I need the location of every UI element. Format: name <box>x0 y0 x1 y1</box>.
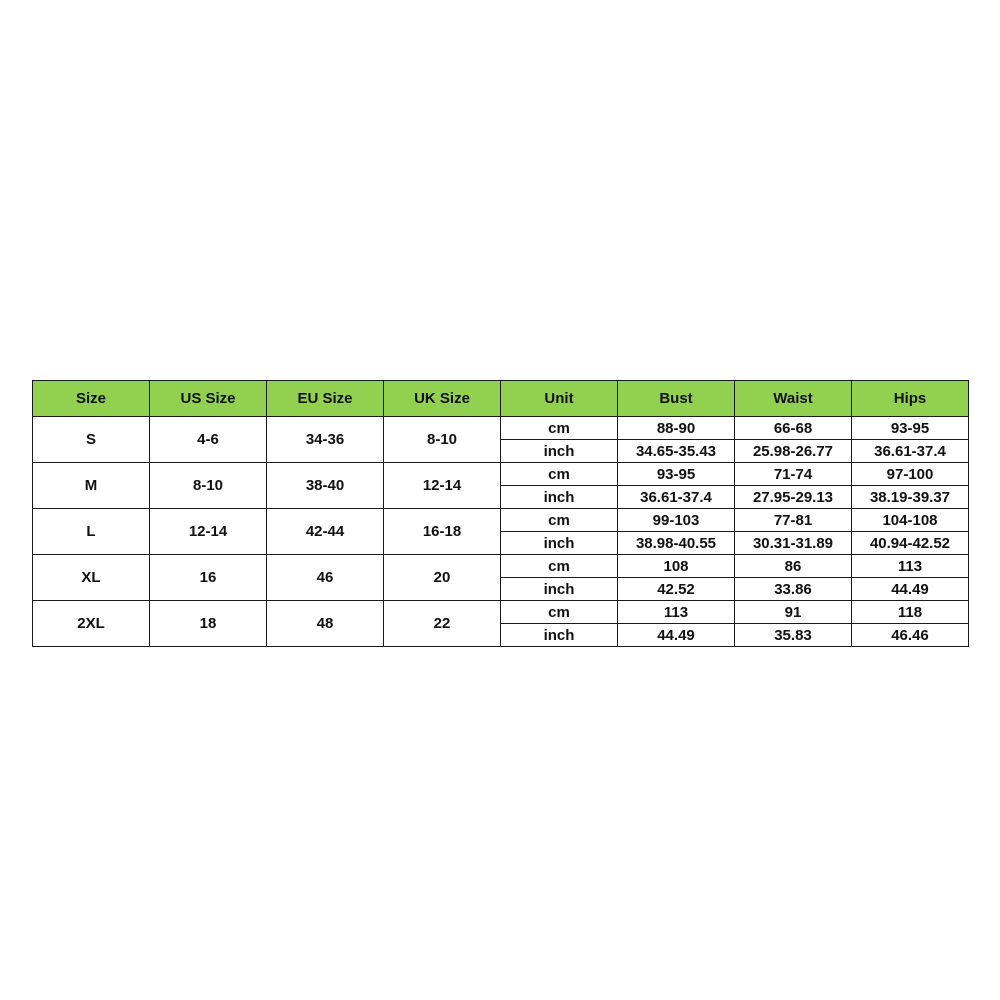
hips-cell: 38.19-39.37 <box>852 486 969 509</box>
table-row-2xl-cm <box>33 601 969 624</box>
unit-cell: inch <box>501 624 618 647</box>
unit-cell: cm <box>501 463 618 486</box>
unit-cell: cm <box>501 601 618 624</box>
waist-cell: 27.95-29.13 <box>735 486 852 509</box>
bust-cell: 36.61-37.4 <box>618 486 735 509</box>
us-size-cell: 16 <box>150 555 267 601</box>
uk-size-cell: 12-14 <box>384 463 501 509</box>
uk-size-cell: 20 <box>384 555 501 601</box>
eu-size-cell: 46 <box>267 555 384 601</box>
us-size-cell: 4-6 <box>150 417 267 463</box>
header-size: Size <box>33 381 150 417</box>
table-body <box>33 417 969 647</box>
hips-cell: 97-100 <box>852 463 969 486</box>
hips-cell: 93-95 <box>852 417 969 440</box>
bust-cell: 34.65-35.43 <box>618 440 735 463</box>
header-waist: Waist <box>735 381 852 417</box>
unit-cell: inch <box>501 486 618 509</box>
table-row-m-cm <box>33 463 969 486</box>
bust-cell: 88-90 <box>618 417 735 440</box>
size-cell: XL <box>33 555 150 601</box>
waist-cell: 33.86 <box>735 578 852 601</box>
table-header <box>33 381 969 417</box>
uk-size-cell: 22 <box>384 601 501 647</box>
header-uk-size: UK Size <box>384 381 501 417</box>
hips-cell: 36.61-37.4 <box>852 440 969 463</box>
size-cell: S <box>33 417 150 463</box>
hips-cell: 113 <box>852 555 969 578</box>
table-row-l-cm <box>33 509 969 532</box>
unit-cell: cm <box>501 555 618 578</box>
bust-cell: 108 <box>618 555 735 578</box>
bust-cell: 93-95 <box>618 463 735 486</box>
unit-cell: inch <box>501 532 618 555</box>
size-cell: L <box>33 509 150 555</box>
hips-cell: 40.94-42.52 <box>852 532 969 555</box>
waist-cell: 30.31-31.89 <box>735 532 852 555</box>
us-size-cell: 8-10 <box>150 463 267 509</box>
eu-size-cell: 38-40 <box>267 463 384 509</box>
hips-cell: 118 <box>852 601 969 624</box>
uk-size-cell: 8-10 <box>384 417 501 463</box>
eu-size-cell: 42-44 <box>267 509 384 555</box>
waist-cell: 77-81 <box>735 509 852 532</box>
unit-cell: inch <box>501 440 618 463</box>
waist-cell: 66-68 <box>735 417 852 440</box>
size-chart-table <box>32 380 969 647</box>
header-bust: Bust <box>618 381 735 417</box>
uk-size-cell: 16-18 <box>384 509 501 555</box>
bust-cell: 113 <box>618 601 735 624</box>
table-row-xl-cm <box>33 555 969 578</box>
waist-cell: 35.83 <box>735 624 852 647</box>
bust-cell: 99-103 <box>618 509 735 532</box>
us-size-cell: 18 <box>150 601 267 647</box>
size-cell: 2XL <box>33 601 150 647</box>
eu-size-cell: 48 <box>267 601 384 647</box>
waist-cell: 86 <box>735 555 852 578</box>
unit-cell: inch <box>501 578 618 601</box>
bust-cell: 44.49 <box>618 624 735 647</box>
hips-cell: 104-108 <box>852 509 969 532</box>
waist-cell: 71-74 <box>735 463 852 486</box>
us-size-cell: 12-14 <box>150 509 267 555</box>
hips-cell: 46.46 <box>852 624 969 647</box>
bust-cell: 42.52 <box>618 578 735 601</box>
bust-cell: 38.98-40.55 <box>618 532 735 555</box>
unit-cell: cm <box>501 417 618 440</box>
hips-cell: 44.49 <box>852 578 969 601</box>
waist-cell: 91 <box>735 601 852 624</box>
waist-cell: 25.98-26.77 <box>735 440 852 463</box>
header-hips: Hips <box>852 381 969 417</box>
eu-size-cell: 34-36 <box>267 417 384 463</box>
header-row <box>33 381 969 417</box>
unit-cell: cm <box>501 509 618 532</box>
header-unit: Unit <box>501 381 618 417</box>
table-row-s-cm <box>33 417 969 440</box>
header-us-size: US Size <box>150 381 267 417</box>
size-cell: M <box>33 463 150 509</box>
header-eu-size: EU Size <box>267 381 384 417</box>
